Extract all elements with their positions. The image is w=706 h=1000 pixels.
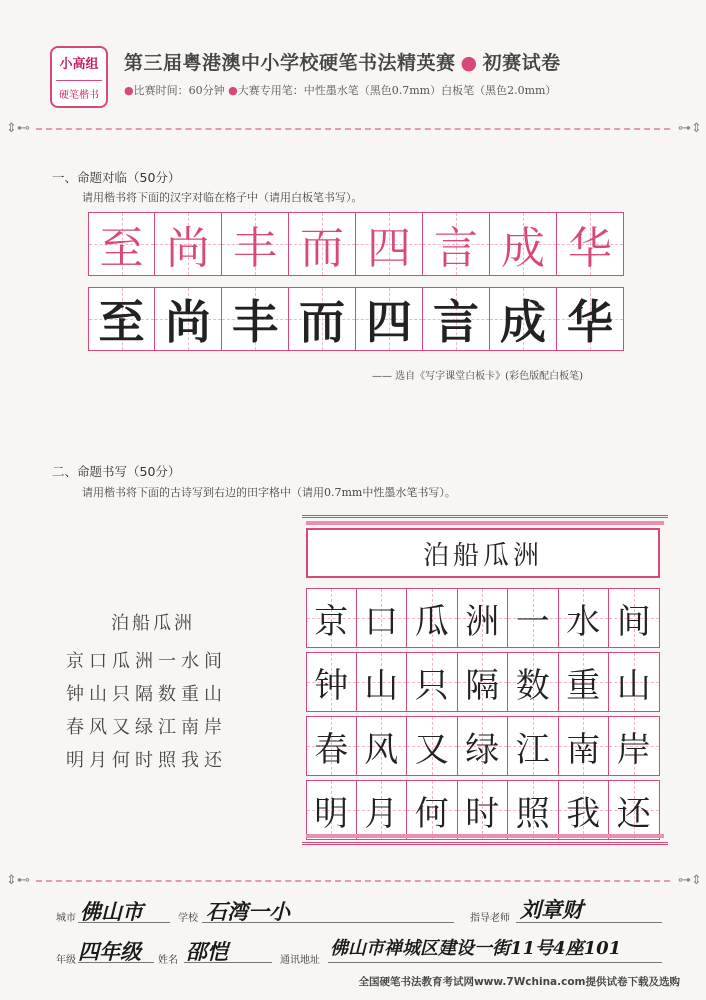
grid-cell [306, 780, 357, 840]
written-poem-char: 水 [566, 601, 601, 642]
grid-cell [155, 212, 222, 276]
written-poem-char: 口 [364, 601, 399, 642]
grid-cell [609, 716, 660, 776]
written-char: 丰 [232, 295, 278, 349]
name-line [184, 962, 272, 963]
written-poem-char: 还 [616, 793, 651, 834]
written-poem-char: 明 [314, 793, 349, 834]
grid-cell [609, 780, 660, 840]
grid-cell [458, 652, 509, 712]
address-label: 通讯地址 [280, 955, 320, 966]
written-poem-char: 江 [515, 729, 550, 770]
grade-label: 年级 [56, 955, 76, 966]
grid-cell [289, 287, 356, 351]
grid-cell [490, 287, 557, 351]
written-poem-char: 间 [616, 601, 651, 642]
grid-cell [508, 588, 559, 648]
grid-cell [557, 212, 624, 276]
written-poem-char: 春 [314, 729, 349, 770]
grid-cell [508, 716, 559, 776]
written-poem-char: 南 [566, 729, 601, 770]
written-char: 成 [500, 295, 546, 349]
poem-line: 春风又绿江南岸 [66, 717, 227, 738]
model-char: 尚 [166, 223, 210, 274]
written-char: 华 [567, 295, 613, 349]
grid-cell [458, 780, 509, 840]
written-char-row [88, 287, 624, 351]
badge-divider [56, 80, 102, 81]
written-poem-char: 钟 [314, 665, 349, 706]
model-char: 而 [300, 223, 344, 274]
model-char: 丰 [233, 223, 277, 274]
poem-line: 明月何时照我还 [66, 750, 227, 771]
written-char: 而 [299, 295, 345, 349]
city-label: 城市 [56, 913, 76, 924]
grid-cell [357, 716, 408, 776]
written-char: 言 [433, 295, 479, 349]
grade-value[interactable]: 四年级 [78, 939, 141, 964]
divider-arrow-icon: ⇕⊷ [6, 121, 30, 136]
section1-heading: 一、命题对临（50分） [52, 170, 181, 185]
school-label: 学校 [178, 913, 198, 924]
written-poem-char: 隔 [465, 665, 500, 706]
grid-cell [423, 212, 490, 276]
section1-instruction: 请用楷书将下面的汉字对临在格子中（请用白板笔书写）。 [82, 191, 363, 204]
written-poem-char: 只 [414, 665, 449, 706]
name-label: 姓名 [158, 955, 178, 966]
frame-band-bottom [306, 834, 664, 838]
grid-cell [289, 212, 356, 276]
written-poem-char: 数 [515, 665, 550, 706]
written-poem-char: 月 [364, 793, 399, 834]
grid-cell [356, 287, 423, 351]
teacher-value[interactable]: 刘章财 [520, 897, 583, 922]
written-poem-char: 何 [414, 793, 449, 834]
poem-title: 泊船瓜洲 [111, 613, 195, 634]
written-poem-char: 风 [364, 729, 399, 770]
grid-cell [609, 588, 660, 648]
grid-cell [490, 212, 557, 276]
grid-cell [609, 652, 660, 712]
section2-heading: 二、命题书写（50分） [52, 464, 181, 479]
grid-cell [155, 287, 222, 351]
written-poem-char: 山 [364, 665, 399, 706]
grid-cell [407, 652, 458, 712]
model-char: 至 [99, 223, 144, 274]
poem-line: 京口瓜洲一水间 [66, 651, 227, 672]
grid-cell [559, 780, 610, 840]
exam-info: ●比赛时间：60分钟 ●大赛专用笔：中性墨水笔（黑色0.7mm）白板笔（黑色2.0mm） [124, 84, 557, 97]
poem-line: 钟山只隔数重山 [66, 684, 227, 705]
title-dot: ● [460, 52, 478, 74]
grid-cell [559, 716, 610, 776]
model-char: 成 [501, 223, 545, 274]
written-title-box [306, 528, 660, 578]
written-poem-char: 我 [566, 793, 601, 834]
written-poem-char: 绿 [465, 729, 500, 770]
grid-cell [357, 780, 408, 840]
divider-arrow-icon: ⊶⇕ [678, 873, 702, 888]
exam-pens: 大赛专用笔：中性墨水笔（黑色0.7mm）白板笔（黑色2.0mm） [237, 84, 557, 97]
grid-cell [508, 652, 559, 712]
grid-cell [458, 716, 509, 776]
written-poem-char: 京 [314, 601, 349, 642]
poem-grid [306, 588, 660, 844]
grid-cell [88, 212, 155, 276]
grid-cell [458, 588, 509, 648]
grid-cell [222, 212, 289, 276]
grid-cell [423, 287, 490, 351]
grid-cell [88, 287, 155, 351]
teacher-label: 指导老师 [470, 913, 510, 924]
grid-cell [357, 652, 408, 712]
model-char-row [88, 212, 624, 276]
grid-cell [557, 287, 624, 351]
written-poem-char: 时 [465, 793, 500, 834]
poem-grid-row [306, 780, 660, 840]
written-poem-char: 一 [515, 601, 550, 642]
grid-cell [559, 652, 610, 712]
model-char: 四 [367, 223, 411, 274]
model-char: 言 [434, 223, 478, 274]
written-poem-char: 山 [616, 665, 651, 706]
badge-style: 硬笔楷书 [59, 90, 99, 101]
grid-cell [407, 588, 458, 648]
grid-cell [306, 716, 357, 776]
written-char: 四 [366, 295, 412, 349]
grid-cell [508, 780, 559, 840]
bottom-divider [36, 880, 670, 882]
grid-cell [356, 212, 423, 276]
city-value[interactable]: 佛山市 [80, 899, 143, 924]
poem-grid-row [306, 716, 660, 776]
written-poem-char: 又 [414, 729, 449, 770]
name-value[interactable]: 邵恺 [186, 939, 228, 964]
group-badge [50, 46, 108, 108]
grid-cell [306, 588, 357, 648]
grade-line [78, 962, 154, 963]
written-poem-char: 重 [566, 665, 601, 706]
grid-cell [407, 716, 458, 776]
top-divider [36, 128, 670, 130]
school-line [202, 922, 454, 923]
written-poem-char: 岸 [616, 729, 651, 770]
teacher-line [516, 922, 662, 923]
written-poem-char: 瓜 [414, 601, 449, 642]
footer-note: 全国硬笔书法教育考试网www.7Wchina.com提供试卷下载及选购 [358, 976, 680, 988]
written-title: 泊船瓜洲 [422, 540, 543, 571]
city-line [78, 922, 170, 923]
school-value[interactable]: 石湾一小 [206, 899, 290, 924]
poem-grid-row [306, 588, 660, 648]
address-value[interactable]: 佛山市禅城区建设一街11号4座101 [330, 938, 622, 959]
grid-cell [306, 652, 357, 712]
section2-instruction: 请用楷书将下面的古诗写到右边的田字格中（请用0.7mm中性墨水笔书写）。 [82, 486, 456, 499]
written-poem-char: 照 [515, 793, 550, 834]
grid-cell [407, 780, 458, 840]
grid-cell [222, 287, 289, 351]
exam-time: 比赛时间：60分钟 [133, 84, 225, 97]
page-title: 第三届粤港澳中小学校硬笔书法精英赛 ● 初赛试卷 [124, 52, 561, 74]
model-char: 华 [568, 223, 612, 274]
written-poem-char: 洲 [465, 601, 500, 642]
grid-cell [357, 588, 408, 648]
written-char: 尚 [165, 295, 211, 349]
source-note: —— 选自《写字课堂白板卡》(彩色版配白板笔) [372, 371, 583, 382]
address-line [328, 962, 662, 963]
written-char: 至 [98, 295, 145, 349]
poem-grid-row [306, 652, 660, 712]
divider-arrow-icon: ⇕⊷ [6, 873, 30, 888]
frame-band-top [306, 521, 664, 525]
badge-group: 小高组 [59, 57, 99, 72]
divider-arrow-icon: ⊶⇕ [678, 121, 702, 136]
grid-cell [559, 588, 610, 648]
